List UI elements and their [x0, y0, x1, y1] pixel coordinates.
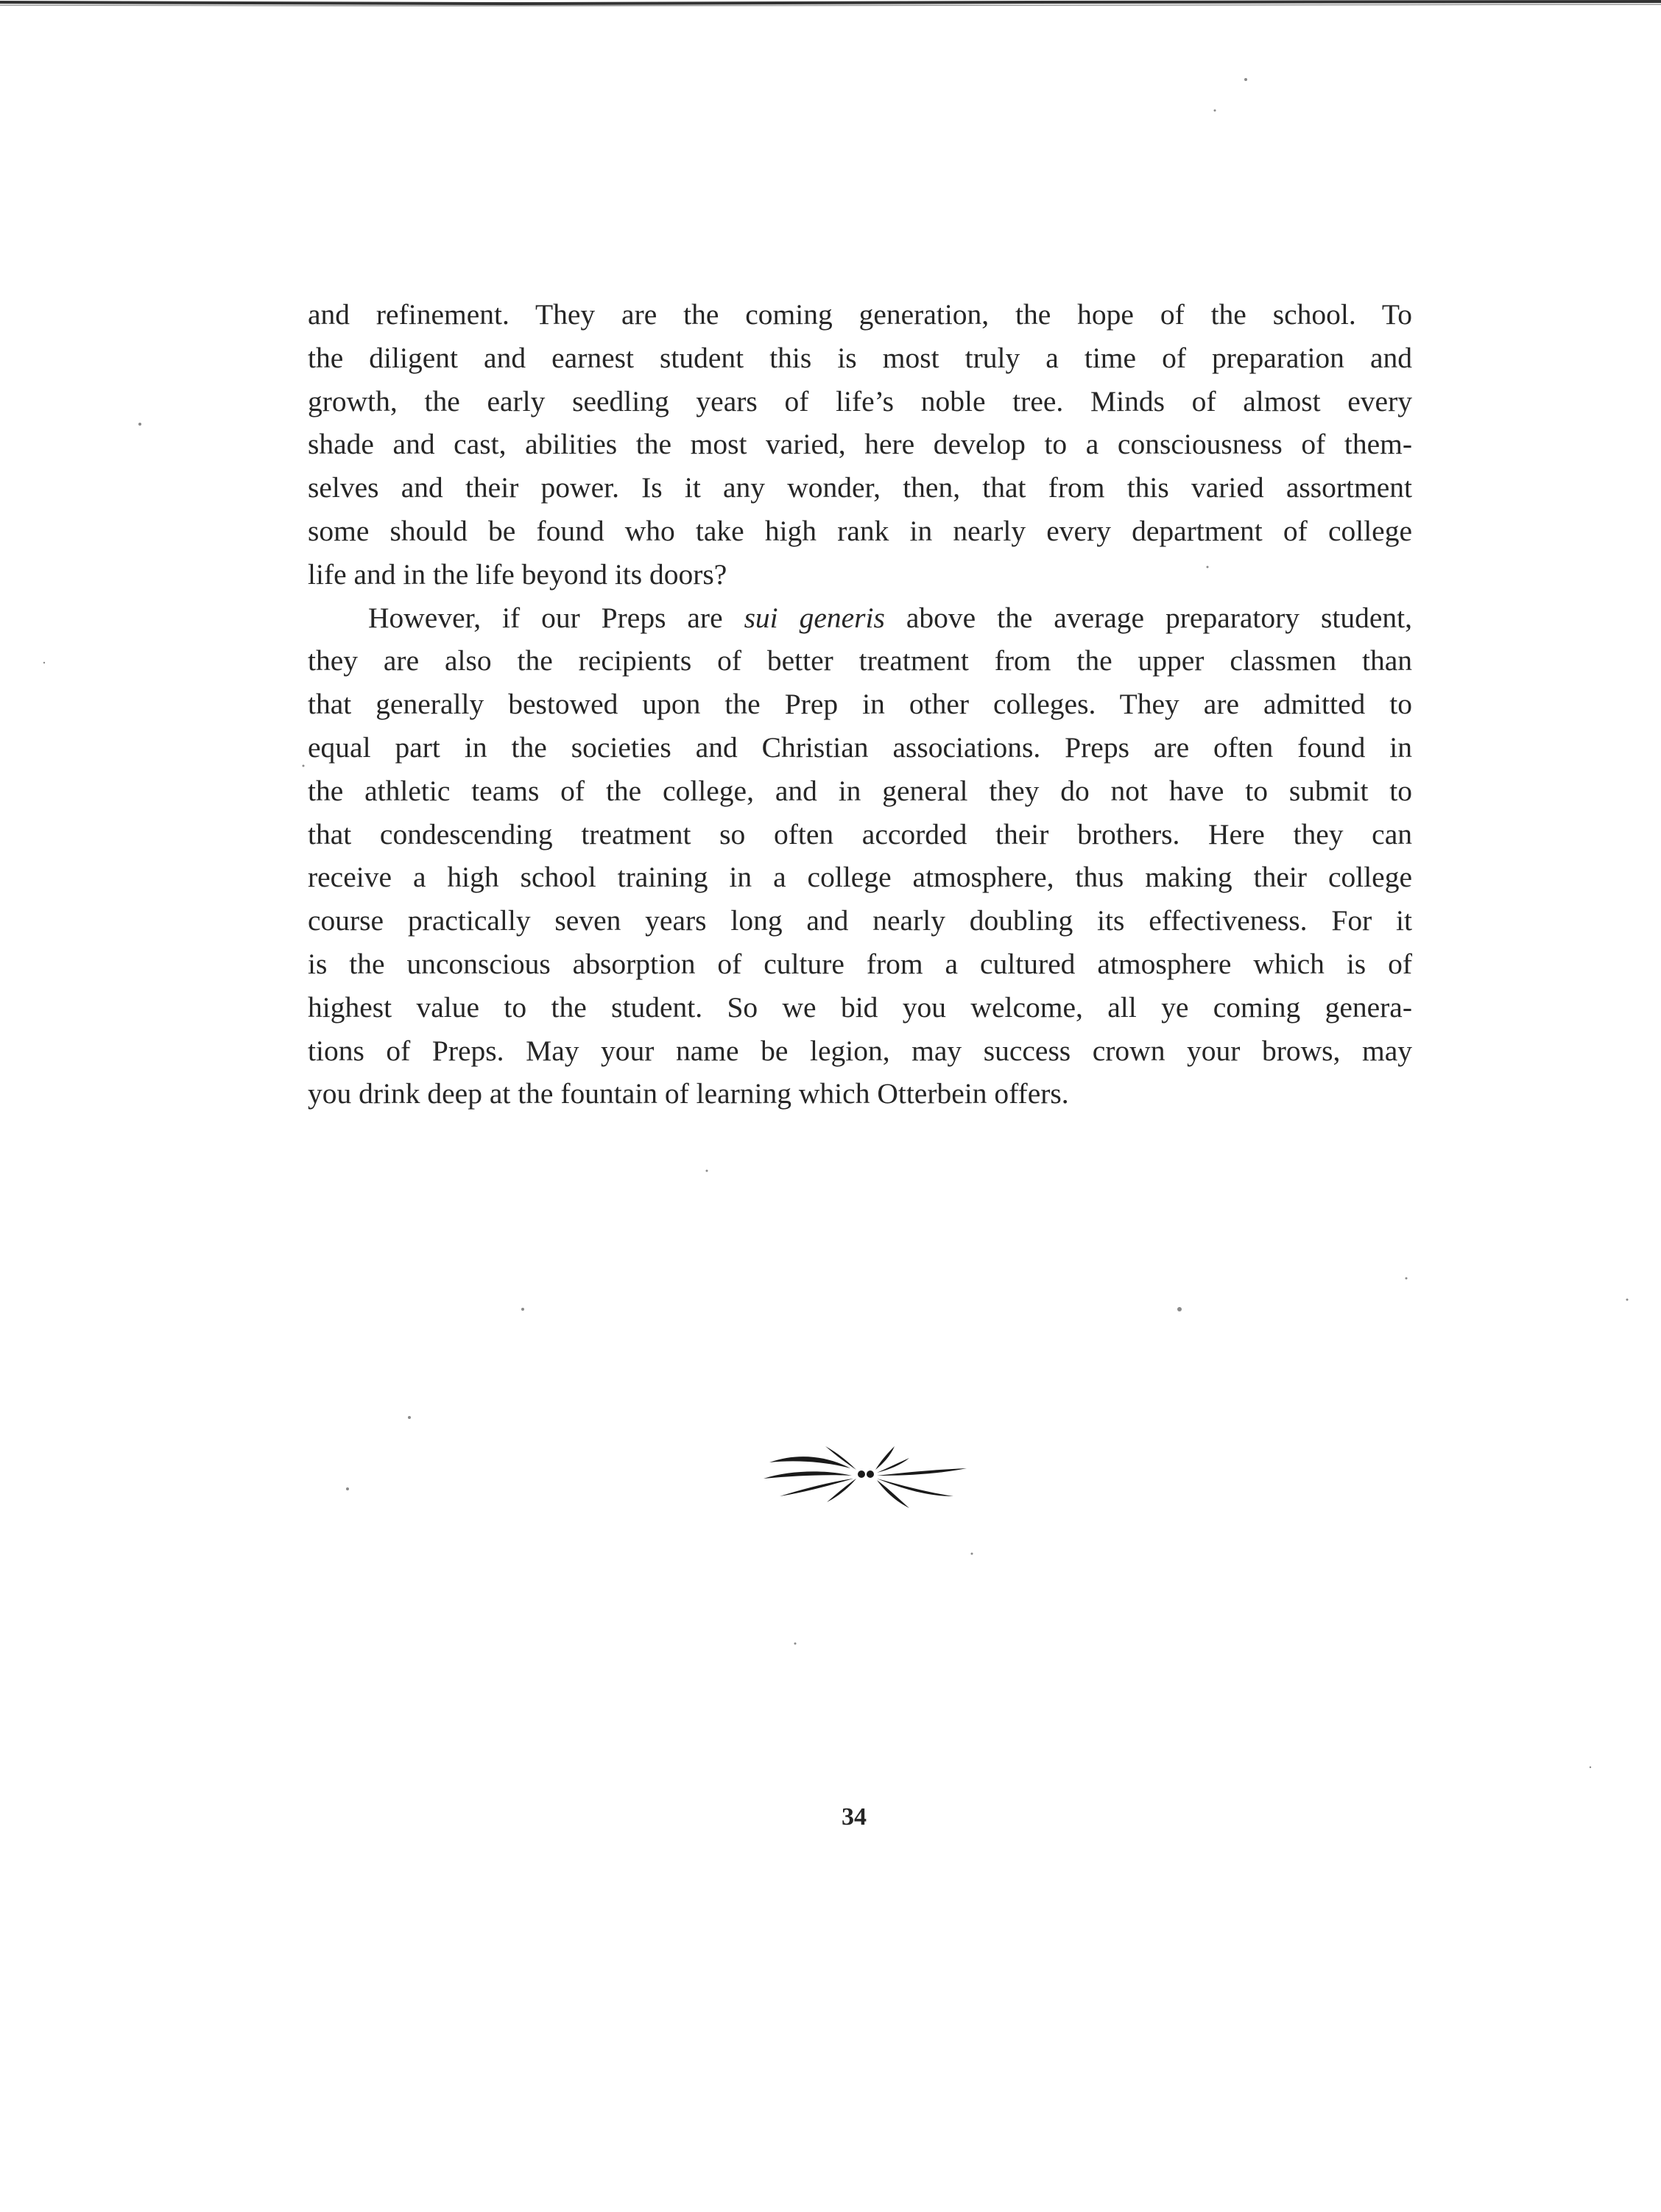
text-line: is the unconscious absorption of culture from a cultured atmosphere which is of — [308, 947, 1412, 980]
text-line: highest value to the student. So we bid you welcome, all ye coming genera- — [308, 990, 1412, 1024]
text-line: the athletic teams of the college, and in general they do not have to submit to — [308, 774, 1412, 807]
text-line: tions of Preps. May your name be legion, may success crown your brows, may — [308, 1034, 1412, 1067]
text-line — [308, 596, 1412, 640]
text-line: growth, the early seedling years of life’s noble tree. Minds of almost every — [308, 384, 1412, 418]
text-line: some should be found who take high rank in nearly every department of college — [308, 514, 1412, 547]
text-line: course practically seven years long and nearly doubling its effectiveness. For it — [308, 904, 1412, 937]
text-run: above the average preparatory student, — [884, 601, 1412, 634]
text-line: shade and cast, abilities the most varied, here develop to a consciousness of them- — [308, 428, 1412, 461]
text-line: they are also the recipients of better treatment from the upper classmen than — [308, 644, 1412, 677]
text-line: equal part in the societies and Christian associations. Preps are often found in — [308, 730, 1412, 764]
paragraph-2 — [308, 596, 1412, 1116]
text-line: receive a high school training in a college atmosphere, thus making their college — [308, 861, 1412, 894]
body-text — [308, 293, 1412, 1116]
flourish-ornament-icon — [755, 1436, 976, 1524]
text-line: life and in the life beyond its doors? — [308, 557, 727, 591]
text-line: selves and their power. Is it any wonder, then, that from this varied assortment — [308, 471, 1412, 504]
text-line: that condescending treatment so often accorded their brothers. Here they can — [308, 817, 1412, 850]
paragraph-1 — [308, 293, 1412, 596]
page-number: 34 — [842, 1803, 867, 1831]
text-line: and refinement. They are the coming generation, the hope of the school. To — [308, 298, 1412, 331]
text-line: that generally bestowed upon the Prep in other colleges. They are admitted to — [308, 688, 1412, 721]
text-line: the diligent and earnest student this is most truly a time of preparation and — [308, 341, 1412, 374]
scan-top-edge — [0, 0, 1661, 10]
text-run: However, if our Preps are — [368, 601, 744, 634]
text-line: you drink deep at the fountain of learning which Otterbein offers. — [308, 1077, 1069, 1110]
italic-phrase: sui generis — [744, 601, 885, 634]
